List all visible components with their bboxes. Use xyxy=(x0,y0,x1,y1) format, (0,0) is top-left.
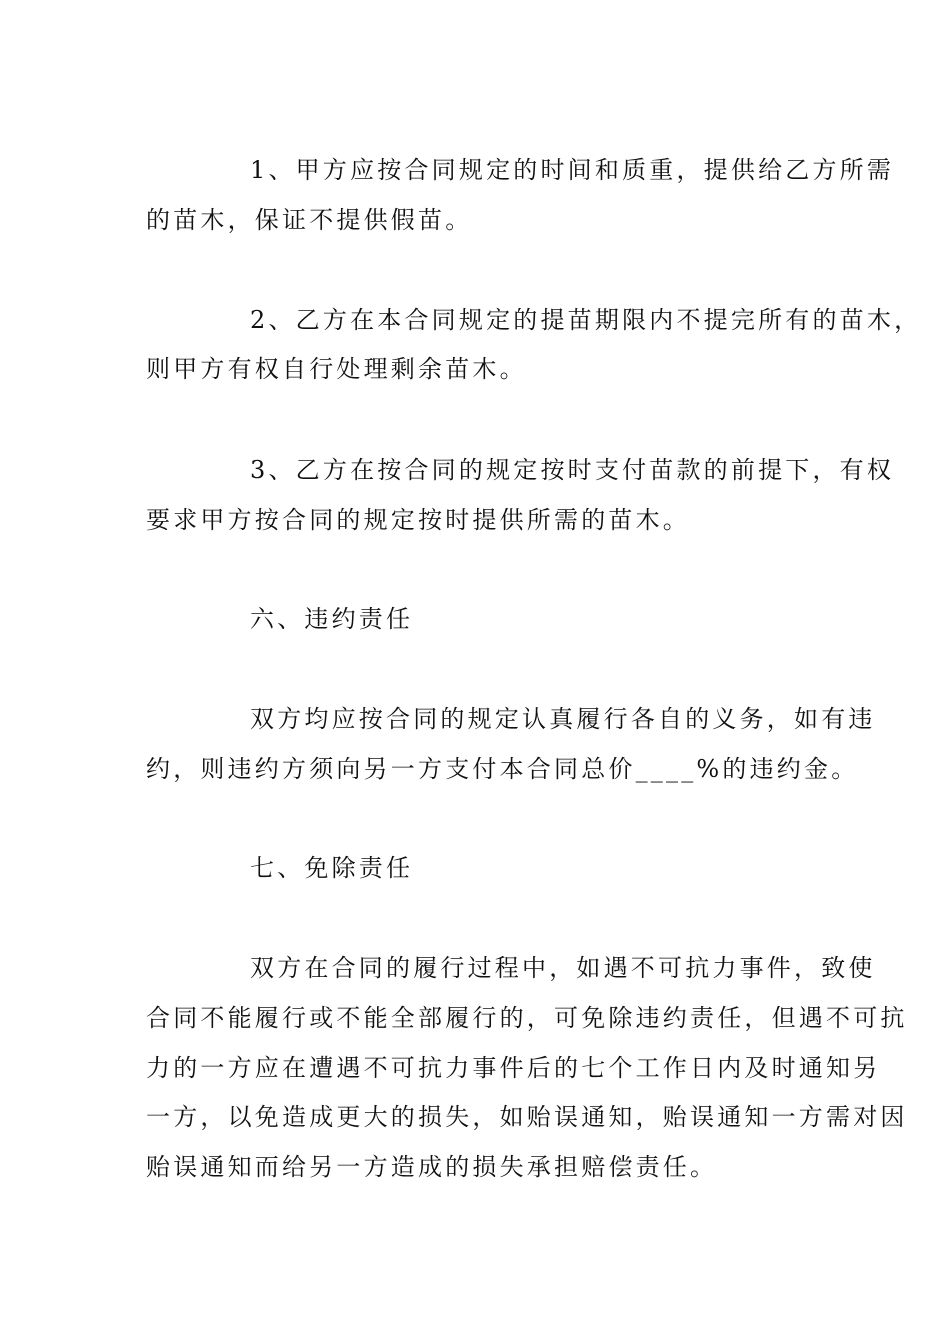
breach-clause-line-1: 双方均应按合同的规定认真履行各自的义务，如有违 xyxy=(250,705,876,733)
clause-1-line-1: 1、甲方应按合同规定的时间和质重，提供给乙方所需 xyxy=(250,156,895,184)
section-heading-breach-liability: 六、违约责任 xyxy=(250,605,414,633)
section-heading-exemption: 七、免除责任 xyxy=(250,854,414,882)
exemption-clause-line-1: 双方在合同的履行过程中，如遇不可抗力事件，致使 xyxy=(250,954,876,982)
clause-2-line-2: 则甲方有权自行处理剩余苗木。 xyxy=(146,355,527,383)
exemption-clause-line-4: 一方，以免造成更大的损失，如贻误通知，贻误通知一方需对因 xyxy=(146,1103,908,1131)
clause-3-line-1: 3、乙方在按合同的规定按时支付苗款的前提下，有权 xyxy=(250,456,895,484)
exemption-clause-line-5: 贻误通知而给另一方造成的损失承担赔偿责任。 xyxy=(146,1153,718,1181)
clause-3-line-2: 要求甲方按合同的规定按时提供所需的苗木。 xyxy=(146,506,690,534)
breach-clause-line-2: 约，则违约方须向另一方支付本合同总价____%的违约金。 xyxy=(146,755,859,783)
clause-2-line-1: 2、乙方在本合同规定的提苗期限内不提完所有的苗木， xyxy=(250,306,922,334)
clause-1-line-2: 的苗木，保证不提供假苗。 xyxy=(146,206,473,234)
exemption-clause-line-2: 合同不能履行或不能全部履行的，可免除违约责任，但遇不可抗 xyxy=(146,1004,908,1032)
exemption-clause-line-3: 力的一方应在遭遇不可抗力事件后的七个工作日内及时通知另 xyxy=(146,1054,881,1082)
